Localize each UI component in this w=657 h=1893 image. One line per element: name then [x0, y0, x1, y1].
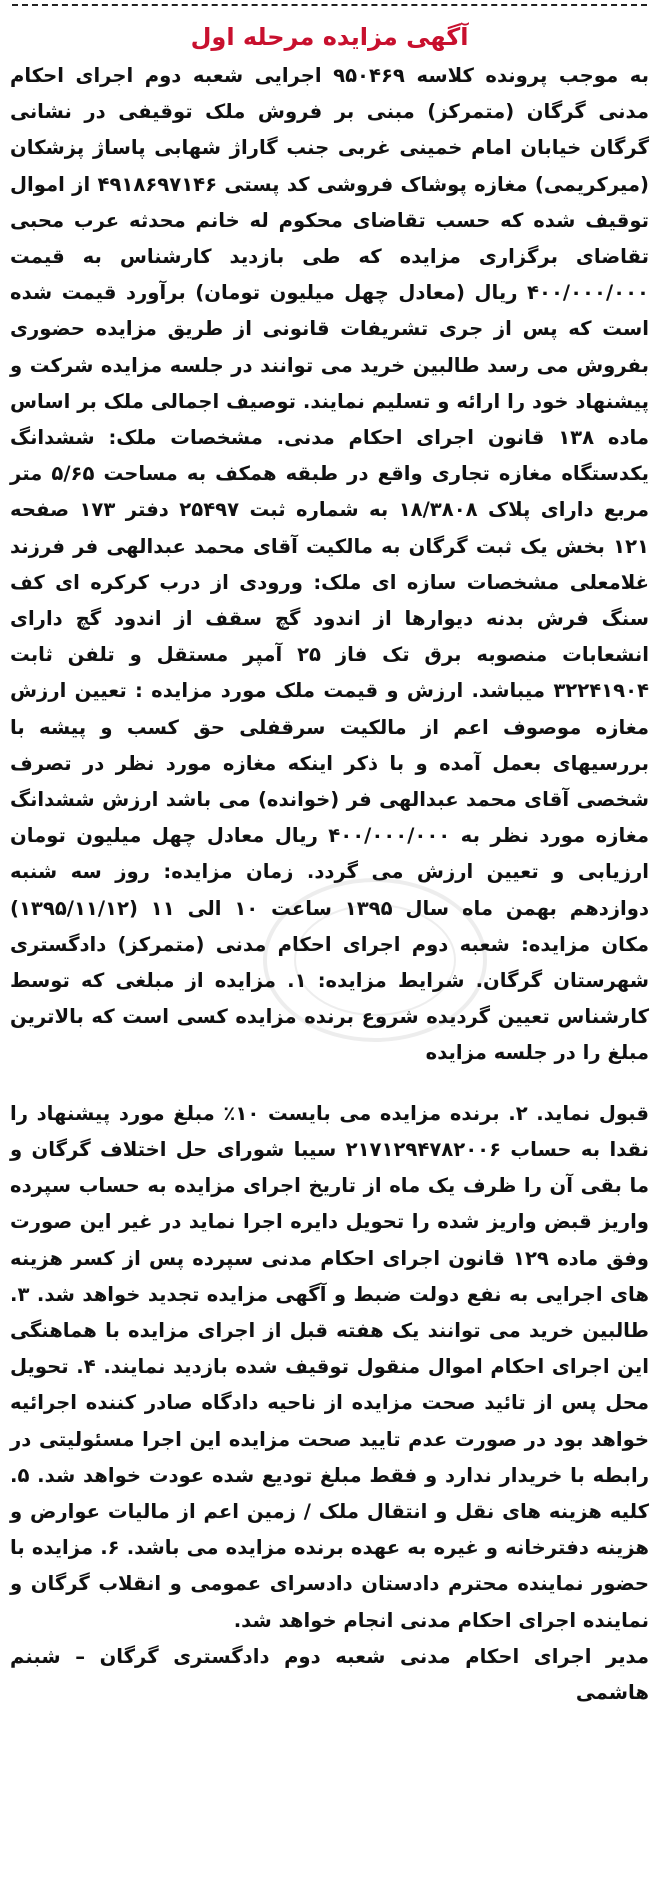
notice-title: آگهی مزایده مرحله اول — [190, 23, 469, 51]
notice-body-paragraph-1: به موجب پرونده کلاسه ۹۵۰۴۶۹ اجرایی شعبه دوم اجرای احکام مدنی گرگان (متمرکز) مبنی بر فروش ملک توقیفی در نشانی گرگان خیابان امام خمینی غربی جنب گاراژ شهابی پاساژ پزشکان (میرکریمی) مغازه پوشاک فروشی کد پستی ۴۹۱۸۶۹۷۱۴۶ از اموال توقیف شده که حسب تقاضای محکوم له خانم محدثه عرب محبی تقاضای برگزاری مزایده که طی بازدید کارشناس به قیمت ۴۰۰/۰۰۰/۰۰۰ ریال (معادل چهل میلیون تومان) برآورد قیمت شده است که پس از جری تشریفات قانونی از طریق مزایده حضوری بفروش می رسد طالبین خرید می توانند در جلسه مزایده شرکت و پیشنهاد خود را ارائه و تسلیم نمایند. توصیف اجمالی ملک بر اساس ماده ۱۳۸ قانون اجرای احکام مدنی. مشخصات ملک: ششدانگ یکدستگاه مغازه تجاری واقع در طبقه همکف به مساحت ۵/۶۵ متر مربع دارای پلاک ۱۸/۳۸۰۸ به شماره ثبت ۲۵۴۹۷ دفتر ۱۷۳ صفحه ۱۲۱ بخش یک ثبت گرگان به مالکیت آقای محمد عبدالهی فر فرزند غلامعلی مشخصات سازه ای ملک: ورودی از درب کرکره ای کف سنگ فرش بدنه دیوارها از اندود گچ سقف از اندود گچ دارای انشعابات منصوبه برق تک فاز ۲۵ آمپر مستقل و تلفن ثابت ۳۲۲۴۱۹۰۴ میباشد. ارزش و قیمت ملک مورد مزایده : تعیین ارزش مغازه موصوف اعم از مالکیت سرقفلی حق کسب و پیشه با بررسیهای بعمل آمده و با ذکر اینکه مغازه مورد نظر در تصرف شخصی آقای محمد عبدالهی فر (خوانده) می باشد ارزش ششدانگ مغازه مورد نظر به ۴۰۰/۰۰۰/۰۰۰ ریال معادل چهل میلیون تومان ارزیابی و تعیین ارزش می گردد. زمان مزایده: روز سه شنبه دوازدهم بهمن ماه سال ۱۳۹۵ ساعت ۱۰ الی ۱۱ (۱۳۹۵/۱۱/۱۲) مکان مزایده: شعبه دوم اجرای احکام مدنی (متمرکز) دادگستری شهرستان گرگان. شرایط مزایده: ۱. مزایده از مبلغی که توسط کارشناس تعیین گردیده شروع برنده مزایده کسی است که بالاترین مبلغ را در جلسه مزایده — [10, 64, 650, 1065]
notice-body-paragraph-2: قبول نماید. ۲. برنده مزایده می بایست ۱۰٪ مبلغ مورد پیشنهاد را نقدا به حساب ۲۱۷۱۲۹۴۷۸۲۰۰۶ سیبا شورای حل اختلاف گرگان و ما بقی آن را ظرف یک ماه از تاریخ اجرای مزایده به حساب سپرده واریز قبض واریز شده را تحویل دایره اجرا نماید در غیر این صورت وفق ماده ۱۲۹ قانون اجرای احکام مدنی سپرده پس از کسر هزینه های اجرایی به نفع دولت ضبط و آگهی مزایده تجدید خواهد شد. ۳. طالبین خرید می توانند یک هفته قبل از اجرای مزایده با هماهنگی این اجرای احکام اموال منقول توقیف شده بازدید نمایند. ۴. تحویل محل پس از تائید صحت مزایده از ناحیه دادگاه صادر کننده اجرائیه خواهد بود در صورت عدم تایید صحت مزایده این اجرا مسئولیتی در رابطه با خریدار ندارد و فقط مبلغ تودیع شده عودت خواهد شد. ۵. کلیه هزینه های نقل و انتقال ملک / زمین اعم از مالیات عوارض و هزینه دفترخانه و غیره به عهده برنده مزایده می باشد. ۶. مزایده با حضور نماینده محترم دادستان دادسرای عمومی و انقلاب گرگان و نماینده اجرای احکام مدنی انجام خواهد شد. — [10, 1101, 650, 1632]
top-dashed-divider — [12, 4, 647, 16]
notice-signature: مدیر اجرای احکام مدنی شعبه دوم دادگستری گرگان – شبنم هاشمی — [10, 1644, 649, 1704]
title-bar — [8, 18, 651, 58]
paragraph-gap — [8, 1072, 651, 1096]
